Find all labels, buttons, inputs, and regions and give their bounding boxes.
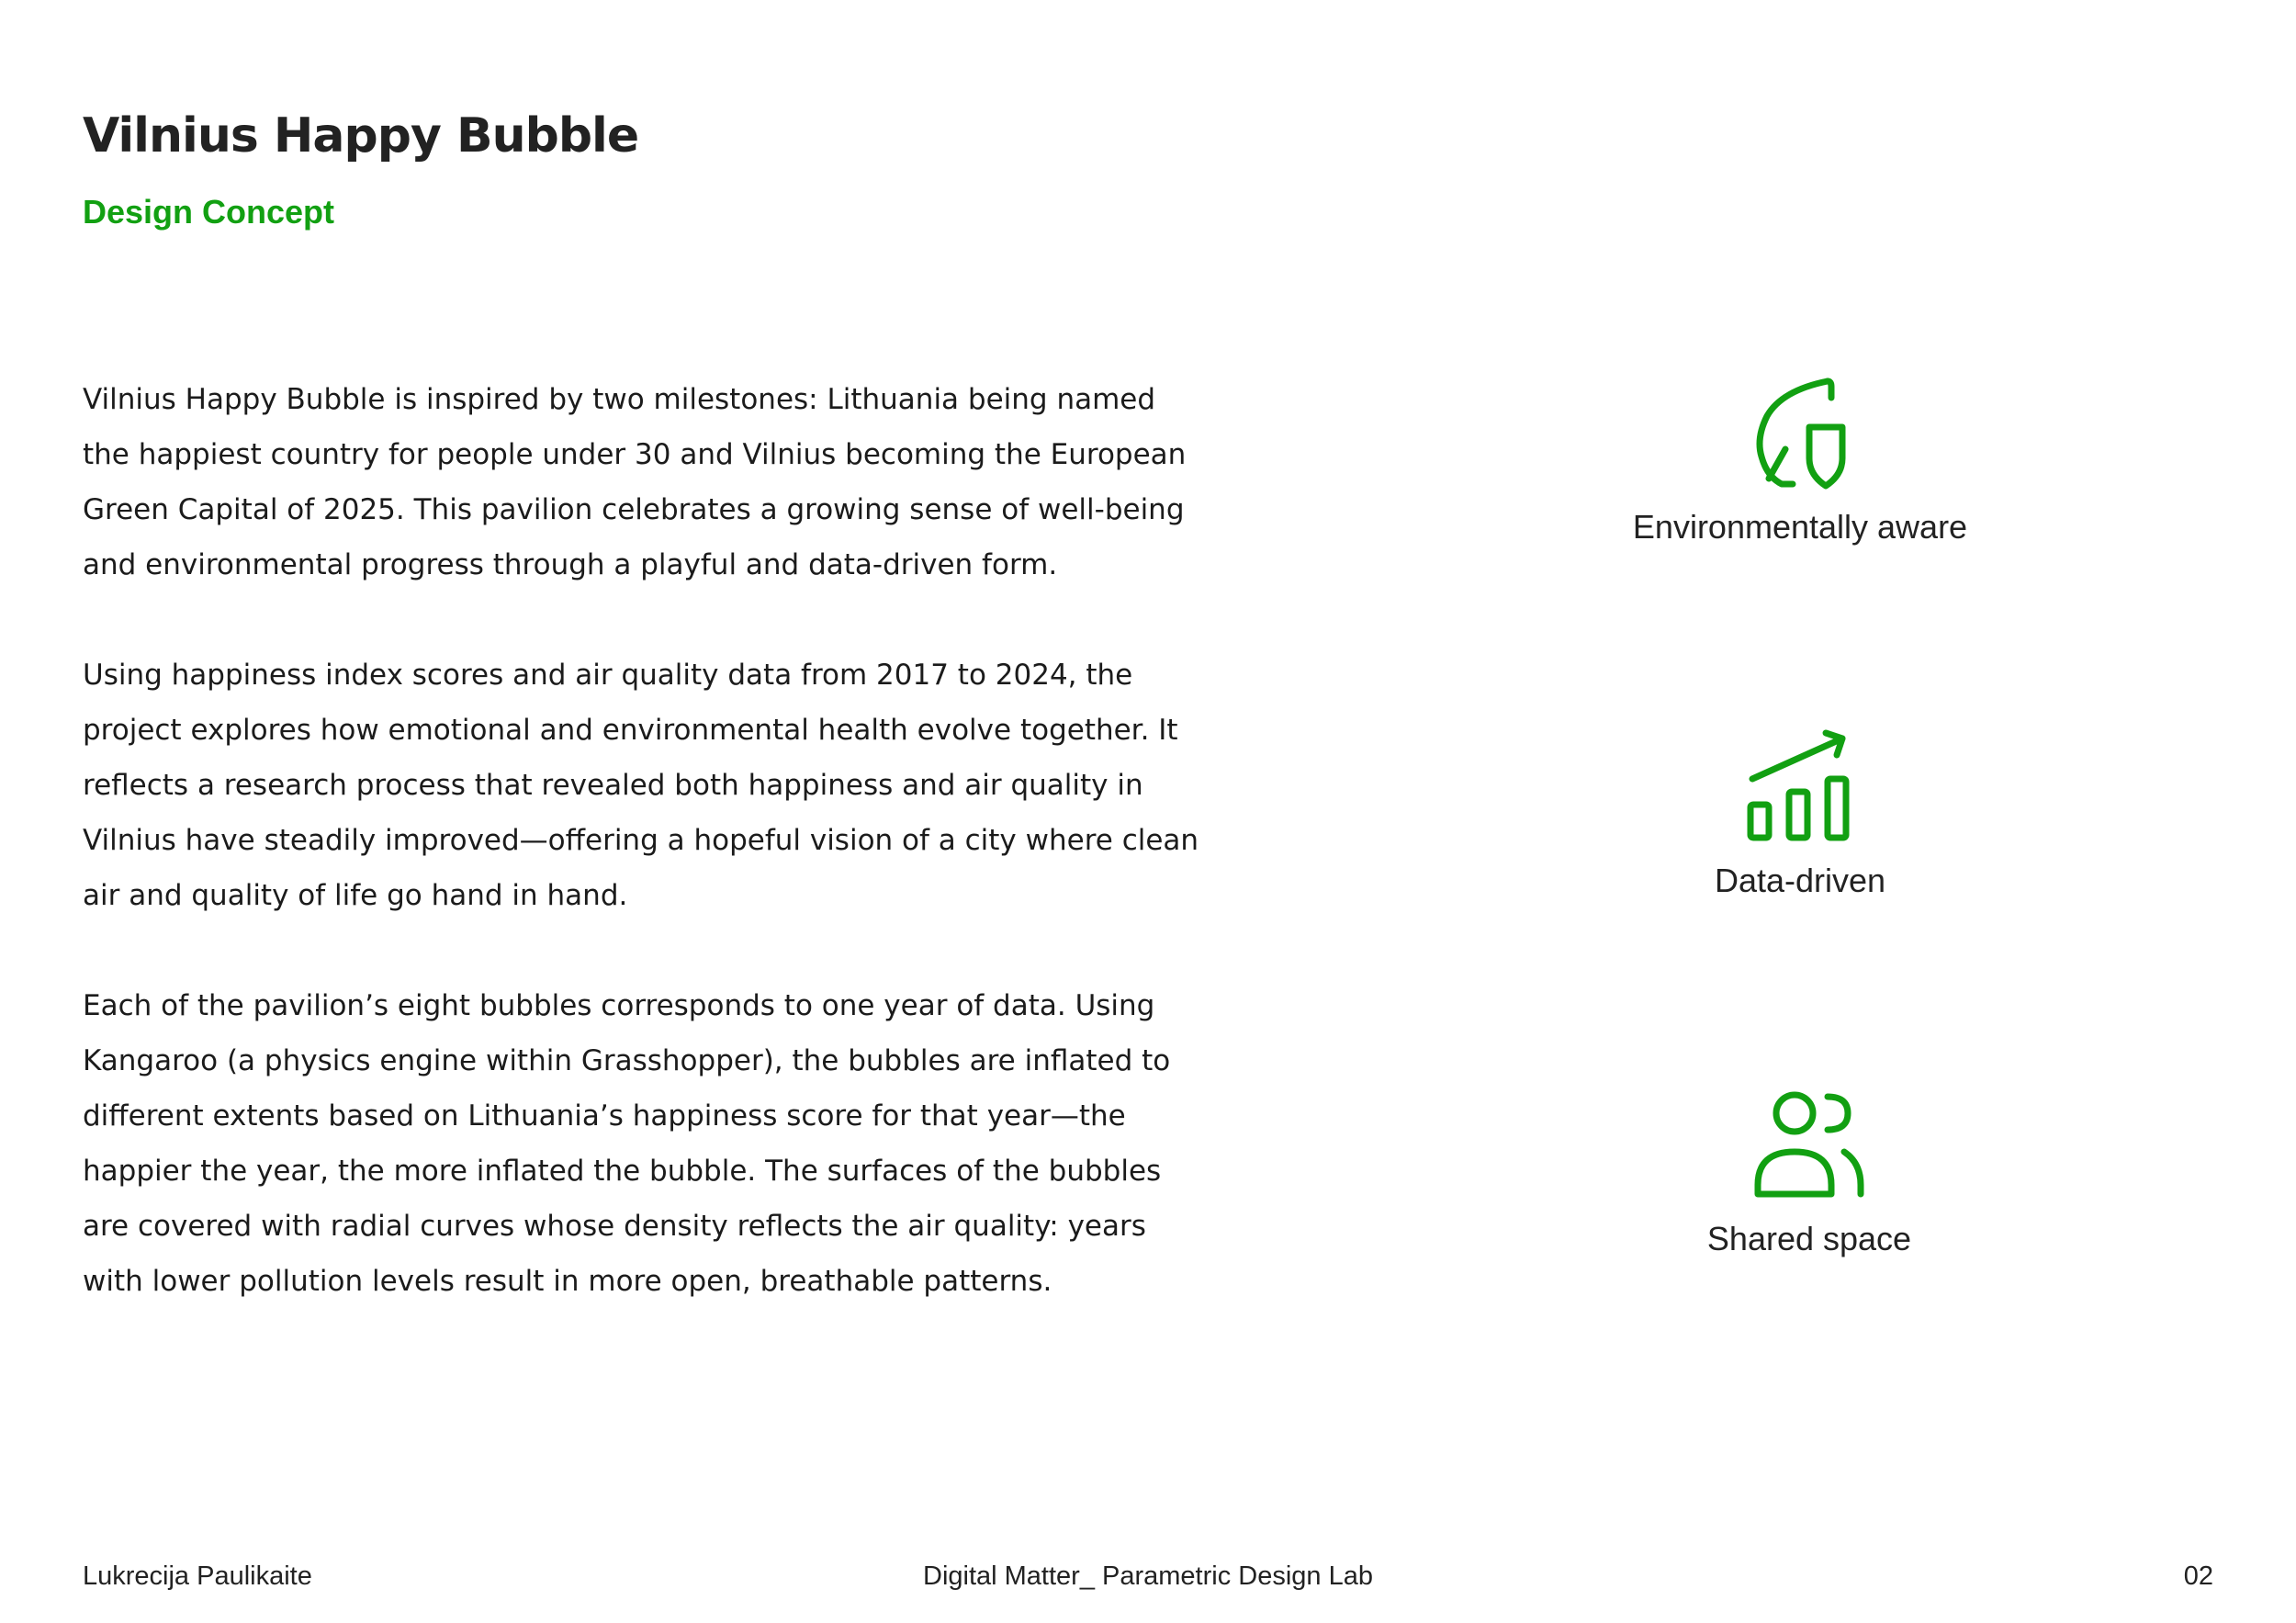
footer-course: Digital Matter_ Parametric Design Lab — [923, 1561, 1373, 1591]
feature-data-driven — [1525, 726, 2076, 900]
text-line: with lower pollution levels result in more open, breathable patterns. — [83, 1265, 1052, 1298]
bar-chart-trend-icon — [1736, 726, 1864, 845]
text-line: the happiest country for people under 30 and Vilnius becoming the European — [83, 438, 1187, 471]
text-line: Vilnius have steadily improved—offering a hopeful vision of a city where clean — [83, 824, 1199, 857]
feature-label: Environmentally aware — [1632, 508, 1968, 546]
feature-label: Shared space — [1706, 1220, 1912, 1257]
feature-shared-space — [1534, 1084, 2085, 1258]
body-text — [83, 372, 1199, 1364]
paragraph-intro — [83, 372, 1185, 592]
text-line: Each of the pavilion’s eight bubbles corresponds to one year of data. Using — [83, 989, 1155, 1022]
text-line: Green Capital of 2025. This pavilion celebrates a growing sense of well-being — [83, 493, 1185, 526]
text-line: happier the year, the more inflated the bubble. The surfaces of the bubbles — [83, 1155, 1162, 1188]
leaf-shield-icon — [1736, 372, 1864, 491]
feature-environmentally-aware — [1525, 372, 2076, 547]
page-title: Vilnius Happy Bubble — [83, 108, 639, 163]
users-icon — [1745, 1084, 1874, 1203]
paragraph-data — [83, 648, 1199, 923]
text-line: reflects a research process that revealed both happiness and air quality in — [83, 769, 1143, 802]
footer-author: Lukrecija Paulikaite — [83, 1561, 312, 1591]
text-line: Using happiness index scores and air quality data from 2017 to 2024, the — [83, 659, 1133, 692]
text-line: different extents based on Lithuania’s happiness score for that year—the — [83, 1099, 1126, 1133]
page-subtitle: Design Concept — [83, 193, 335, 231]
text-line: air and quality of life go hand in hand. — [83, 879, 628, 912]
paragraph-bubbles — [83, 978, 1185, 1309]
text-line: Kangaroo (a physics engine within Grasshopper), the bubbles are inflated to — [83, 1044, 1171, 1077]
feature-label: Data-driven — [1714, 862, 1886, 899]
text-line: project explores how emotional and environmental health evolve together. It — [83, 714, 1178, 747]
footer-page-number: 02 — [2183, 1561, 2213, 1591]
text-line: and environmental progress through a playful and data-driven form. — [83, 548, 1058, 581]
text-line: Vilnius Happy Bubble is inspired by two milestones: Lithuania being named — [83, 383, 1156, 416]
text-line: are covered with radial curves whose density reflects the air quality: years — [83, 1210, 1146, 1243]
